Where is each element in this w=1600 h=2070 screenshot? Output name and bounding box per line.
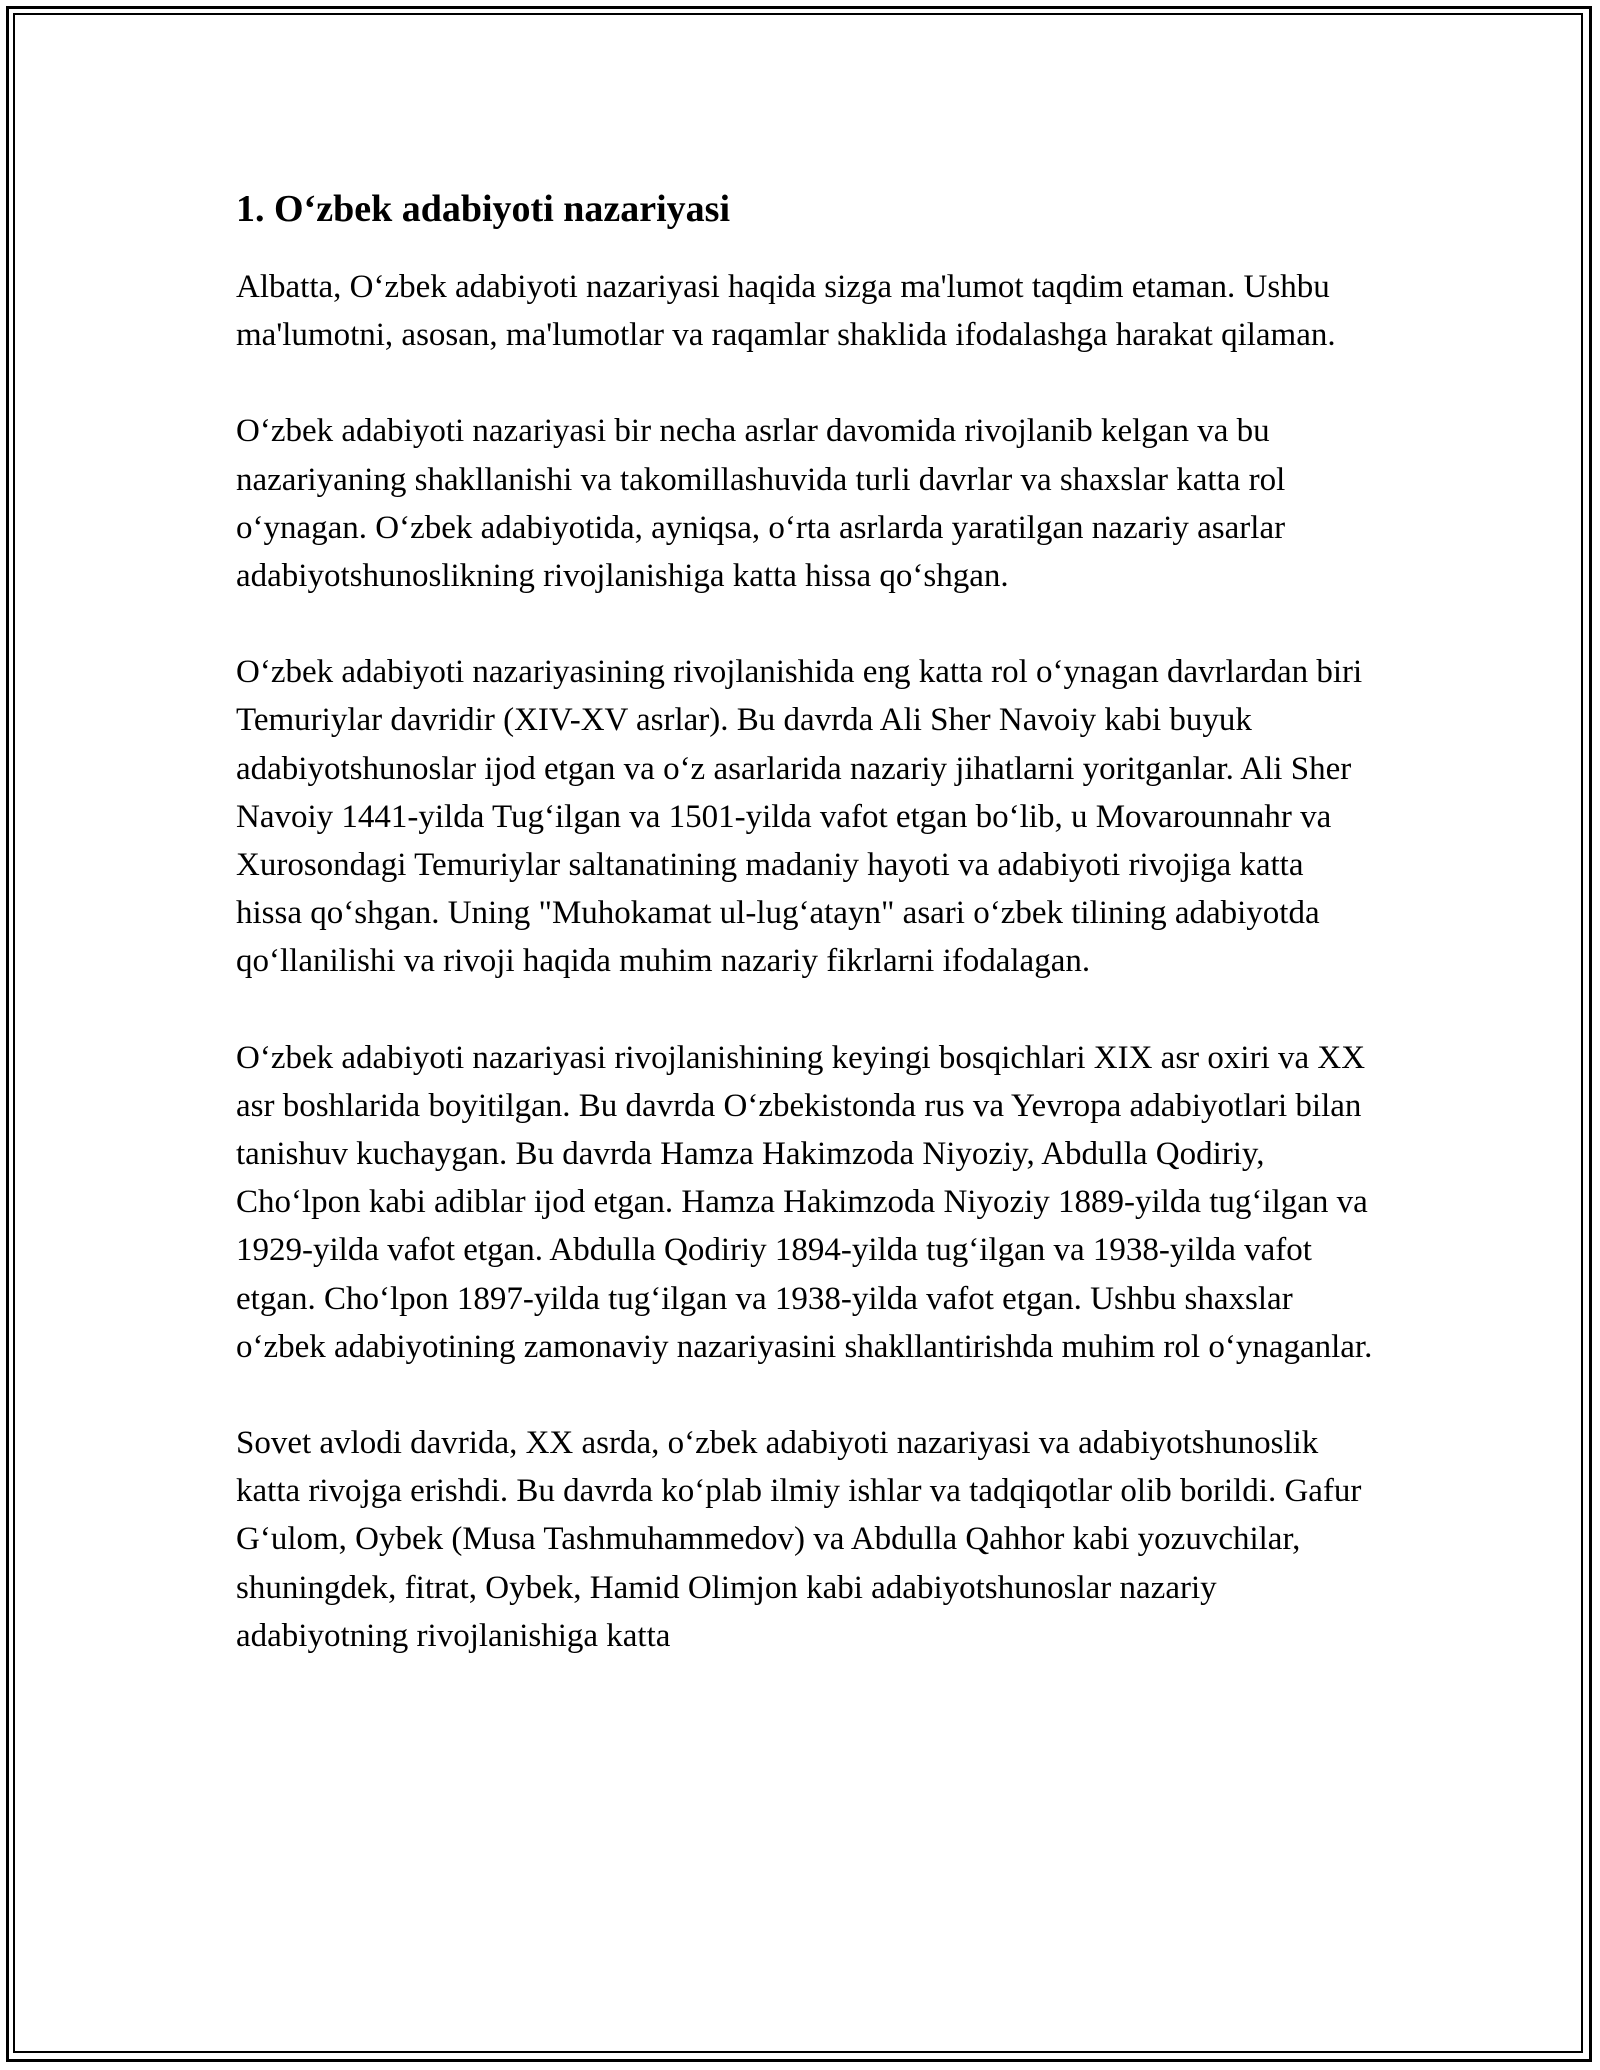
paragraph-soviet-era: Sovet avlodi davrida, XX asrda, o‘zbek adabiyoti nazariyasi va adabiyotshunoslik katta rivojga erishdi. Bu davrda ko‘plab ilmiy ishlar va tadqiqotlar olib borildi. Gafur G‘ulom, Oybek (Musa Tashmuhammedov) va Abdulla Qahhor kabi yozuvchilar, shuningdek, fitrat, Oybek, Hamid Olimjon kabi adabiyotshunoslar nazariy adabiyotning rivojlanishiga katta [236,1425,1362,1654]
document-body [236,185,1376,1708]
paragraph-timurid-era: O‘zbek adabiyoti nazariyasining rivojlanishida eng katta rol o‘ynagan davrlardan biri Temuriylar davridir (XIV-XV asrlar). Bu davrda Ali Sher Navoiy kabi buyuk adabiyotshunoslar ijod etgan va o‘z asarlarida nazariy jihatlarni yoritganlar. Ali Sher Navoiy 1441-yilda Tug‘ilgan va 1501-yilda vafot etgan bo‘lib, u Movarounnahr va Xurosondagi Temuriylar saltanatining madaniy hayoti va adabiyoti rivojiga katta hissa qo‘shgan. Uning "Muhokamat ul-lug‘atayn" asari o‘zbek tilining adabiyotda qo‘llanilishi va rivoji haqida muhim nazariy fikrlarni ifodalagan. [236,654,1363,980]
paragraph-intro: Albatta, O‘zbek adabiyoti nazariyasi haqida sizga ma'lumot taqdim etaman. Ushbu ma'lumotni, asosan, ma'lumotlar va raqamlar shaklida ifodalashga harakat qilaman. [236,269,1336,354]
document-title: 1. O‘zbek adabiyoti nazariyasi [236,188,731,230]
paragraph-modern-era: O‘zbek adabiyoti nazariyasi rivojlanishining keyingi bosqichlari XIX asr oxiri va XX asr boshlarida boyitilgan. Bu davrda O‘zbekistonda rus va Yevropa adabiyotlari bilan tanishuv kuchaygan. Bu davrda Hamza Hakimzoda Niyoziy, Abdulla Qodiriy, Cho‘lpon kabi adiblar ijod etgan. Hamza Hakimzoda Niyoziy 1889-yilda tug‘ilgan va 1929-yilda vafot etgan. Abdulla Qodiriy 1894-yilda tug‘ilgan va 1938-yilda vafot etgan. Cho‘lpon 1897-yilda tug‘ilgan va 1938-yilda vafot etgan. Ushbu shaxslar o‘zbek adabiyotining zamonaviy nazariyasini shakllantirishda muhim rol o‘ynaganlar. [236,1039,1373,1365]
paragraph-history: O‘zbek adabiyoti nazariyasi bir necha asrlar davomida rivojlanib kelgan va bu nazariyaning shakllanishi va takomillashuvida turli davrlar va shaxslar katta rol o‘ynagan. O‘zbek adabiyotida, ayniqsa, o‘rta asrlarda yaratilgan nazariy asarlar adabiyotshunoslikning rivojlanishiga katta hissa qo‘shgan. [236,413,1286,595]
